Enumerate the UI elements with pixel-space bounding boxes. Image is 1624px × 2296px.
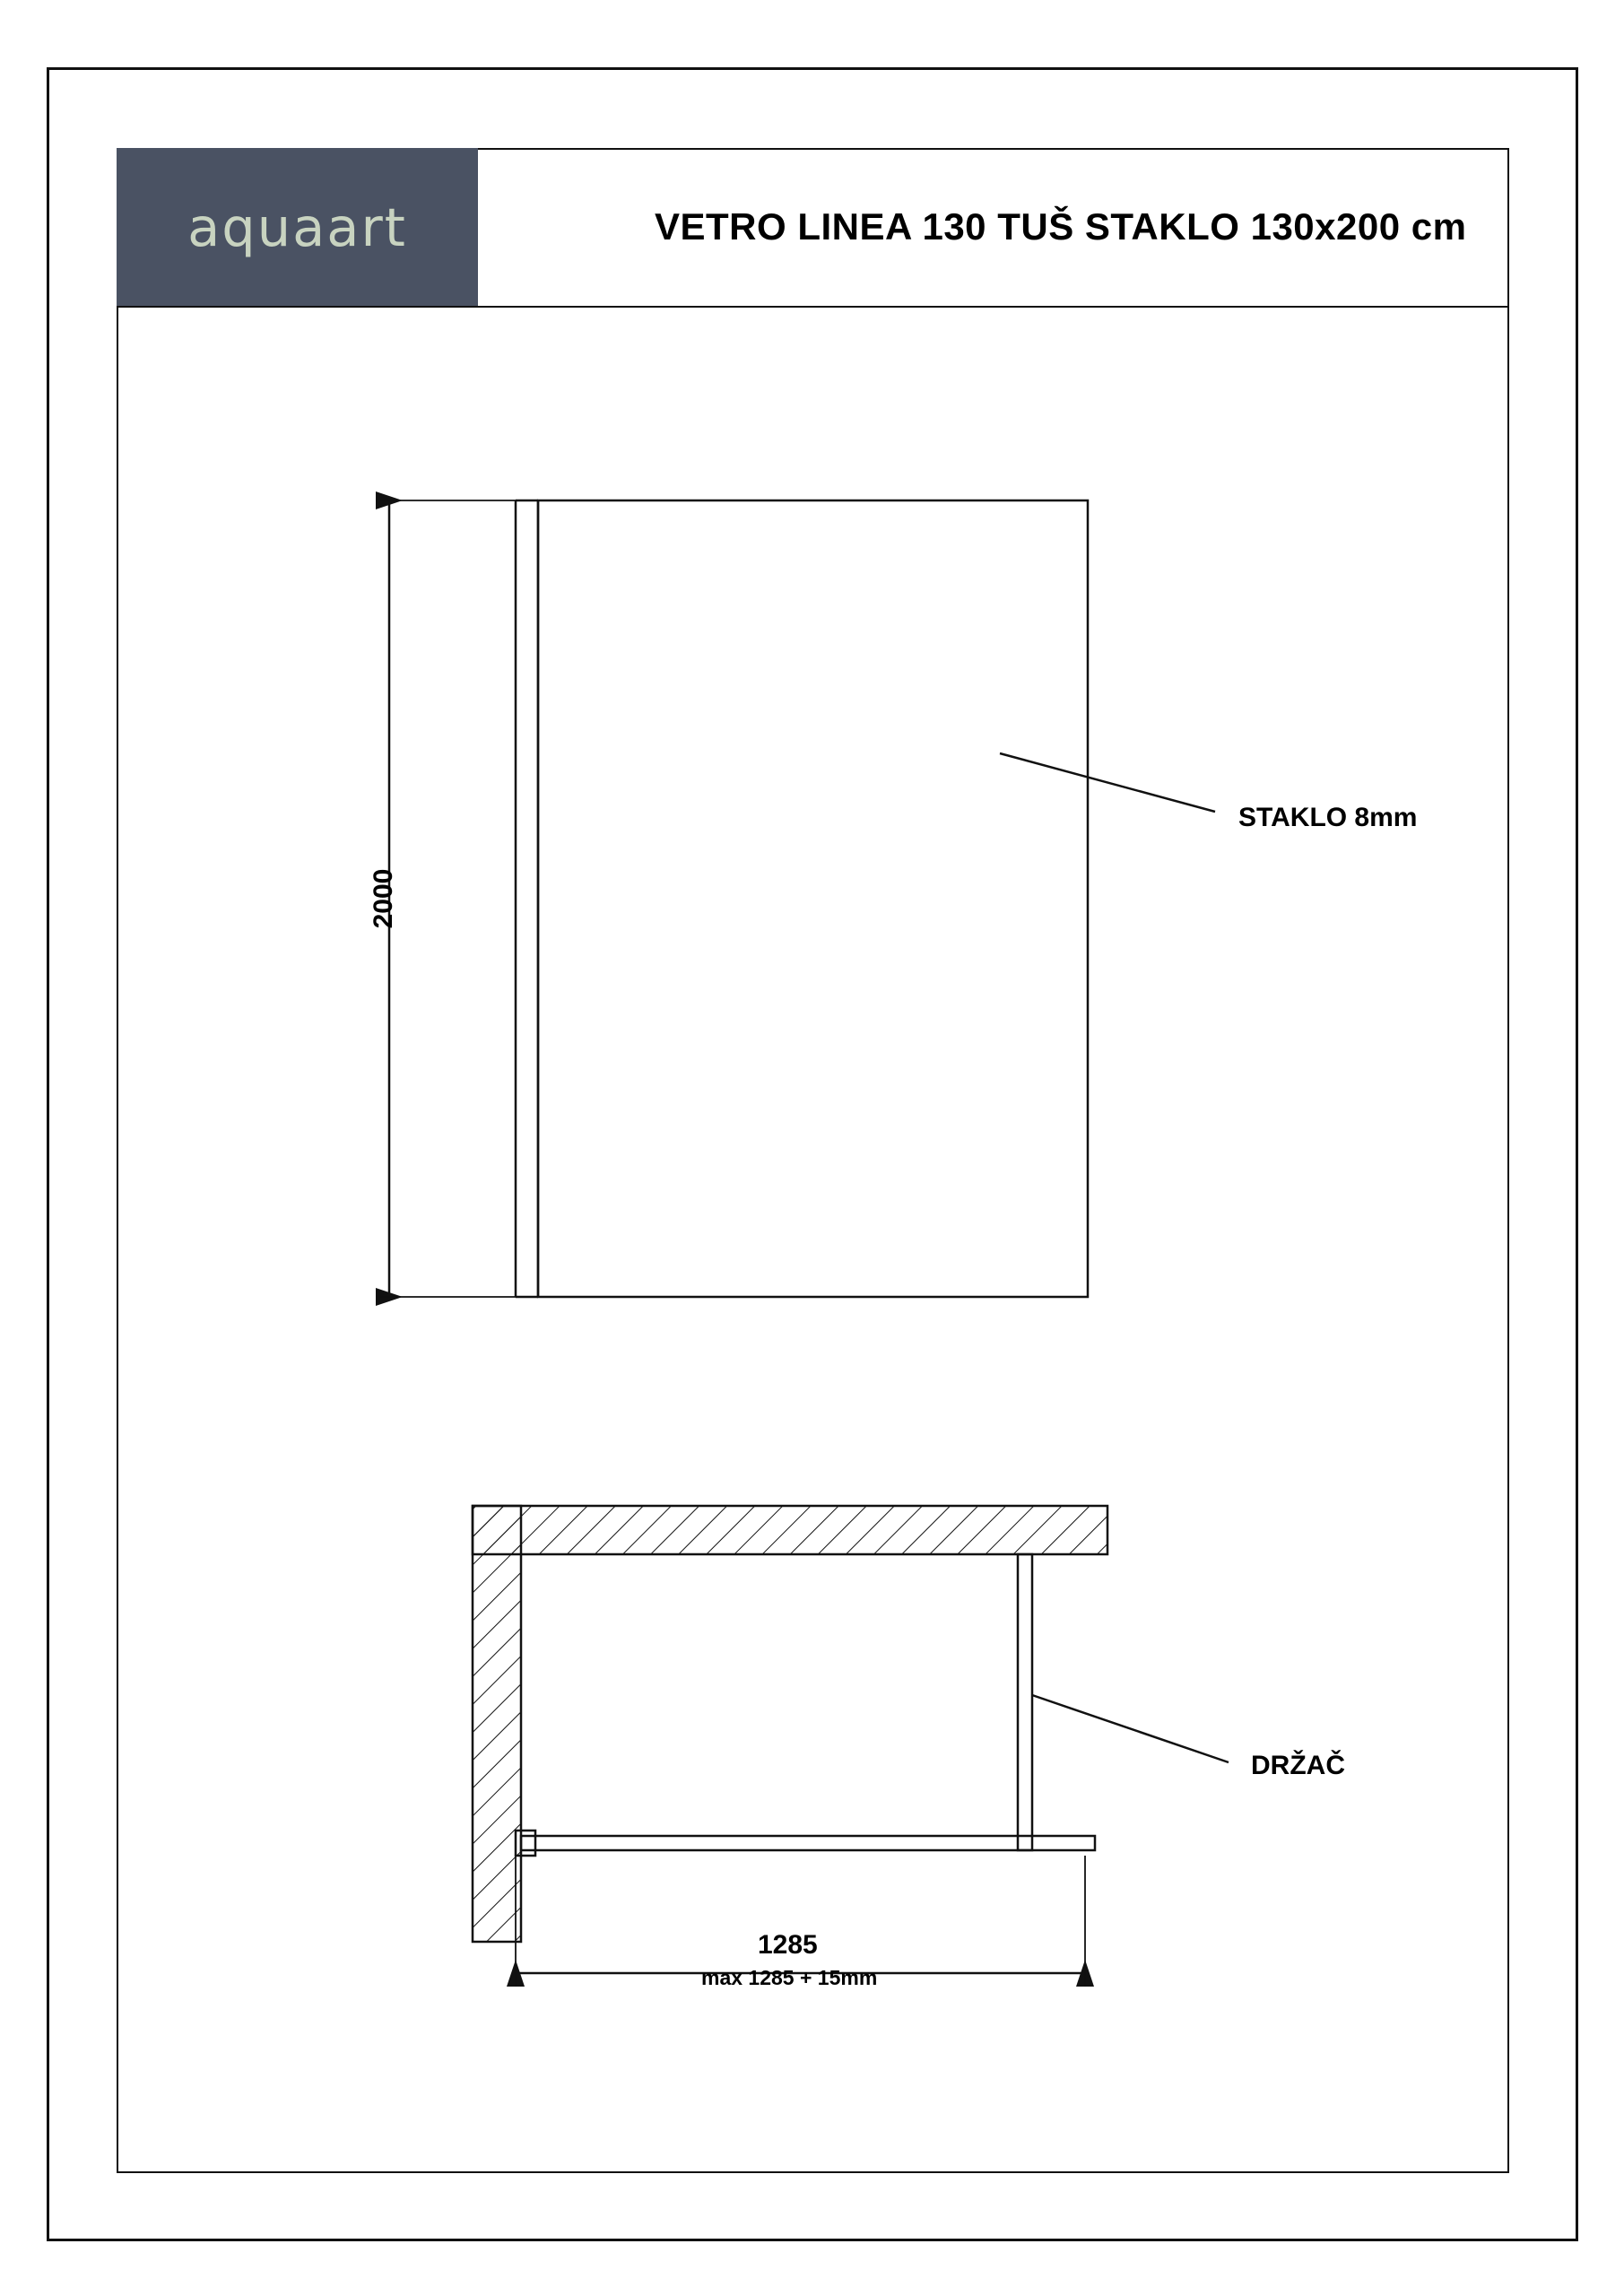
drawing-title: VETRO LINEA 130 TUŠ STAKLO 130x200 cm bbox=[655, 205, 1467, 248]
glass-label: STAKLO 8mm bbox=[1238, 803, 1418, 832]
width-note-label: max 1285 + 15mm bbox=[701, 1966, 878, 1989]
width-dimension-label: 1285 bbox=[758, 1930, 818, 1960]
title-block bbox=[117, 148, 1509, 308]
height-dimension-label: 2000 bbox=[369, 868, 398, 929]
brand-logo-text: aquaart bbox=[187, 196, 407, 258]
drawing-frame bbox=[117, 148, 1509, 2173]
holder-label: DRŽAČ bbox=[1251, 1751, 1345, 1780]
brand-logo bbox=[117, 148, 478, 306]
